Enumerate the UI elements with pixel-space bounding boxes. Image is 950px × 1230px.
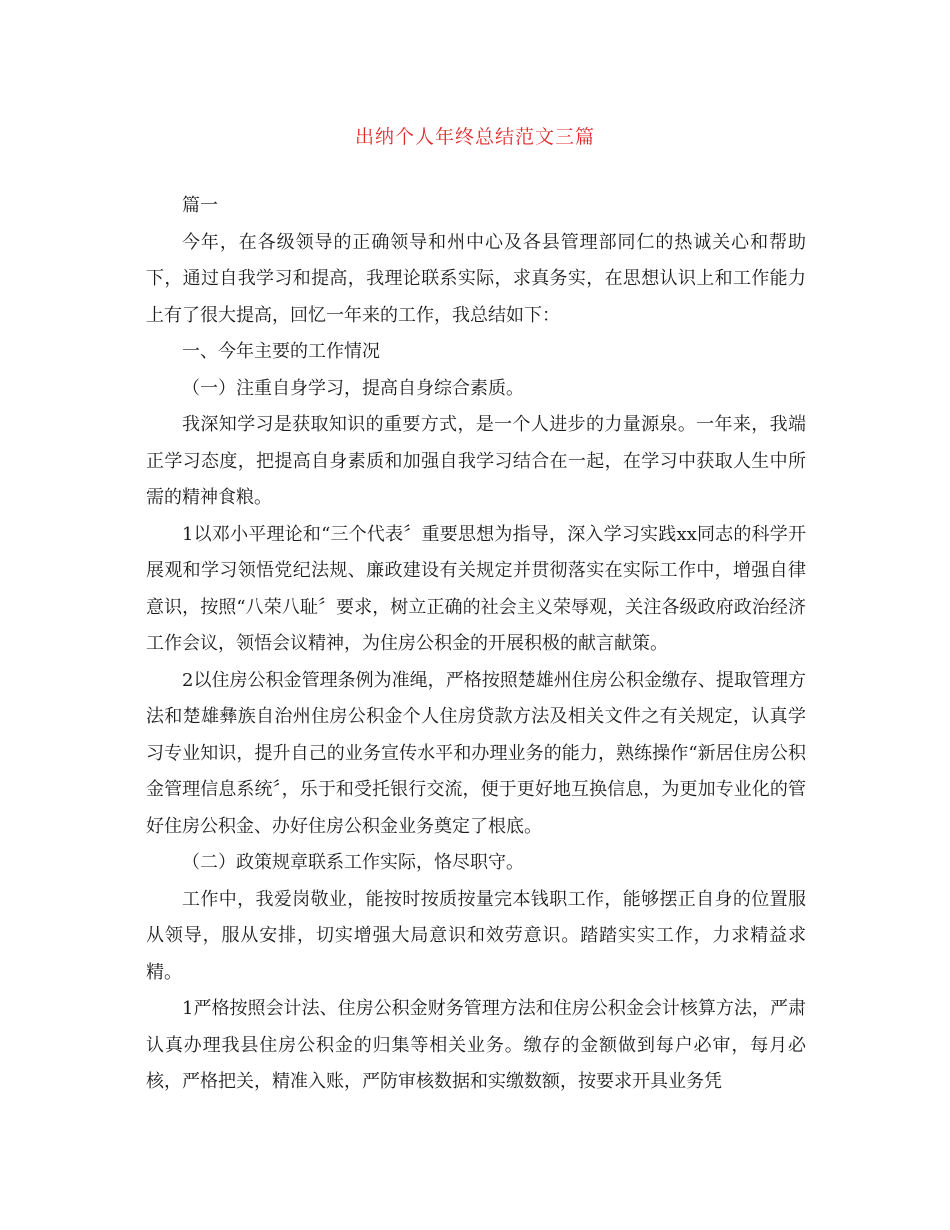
paragraph-subheading: （二）政策规章联系工作实际，恪尽职守。	[182, 852, 524, 873]
document-title: 出纳个人年终总结范文三篇	[354, 126, 595, 148]
paragraph: 2以住房公积金管理条例为准绳，严格按照楚雄州住房公积金缴存、提取管理方法和楚雄彝族自治州住房公积金个人住房贷款方法及相关文件之有关规定，认真学习专业知识，提升自己的业务宣传水平和办理业务的能力，熟练操作“新居住房公积金管理信息系统〞，乐于和受托银行交流，便于更好地互换信息，为更加专业化的管好住房公积金、办好住房公积金业务奠定了根底。	[146, 669, 806, 837]
paragraph-subheading: （一）注重自身学习，提高自身综合素质。	[182, 377, 524, 399]
paragraph-heading: 一、今年主要的工作情况	[182, 341, 380, 362]
paragraph: 1以邓小平理论和“三个代表〞重要思想为指导，深入学习实践xx同志的科学开展观和学习领悟党纪法规、廉政建设有关规定并贯彻落实在实际工作中，增强自律意识，按照“八荣八耻〞要求，树立正确的社会主义荣辱观，关注各级政府政治经济工作会议，领悟会议精神，为住房公积金的开展积极的献言献策。	[146, 523, 806, 654]
document-body	[146, 188, 806, 1101]
paragraph: 今年，在各级领导的正确领导和州中心及各县管理部同仁的热诚关心和帮助下，通过自我学习和提高，我理论联系实际，求真务实，在思想认识上和工作能力上有了很大提高，回忆一年来的工作，我总结如下：	[146, 231, 806, 326]
paragraph: 1严格按照会计法、住房公积金财务管理方法和住房公积金会计核算方法，严肃认真办理我县住房公积金的归集等相关业务。缴存的金额做到每户必审，每月必核，严格把关，精准入账，严防审核数据和实缴数额，按要求开具业务凭	[146, 998, 806, 1092]
paragraph-section-label: 篇一	[182, 195, 218, 216]
paragraph: 工作中，我爱岗敬业，能按时按质按量完本钱职工作，能够摆正自身的位置服从领导，服从安排，切实增强大局意识和效劳意识。踏踏实实工作，力求精益求精。	[146, 888, 806, 983]
paragraph: 我深知学习是获取知识的重要方式，是一个人进步的力量源泉。一年来，我端正学习态度，把提高自身素质和加强自我学习结合在一起，在学习中获取人生中所需的精神食粮。	[146, 414, 806, 508]
